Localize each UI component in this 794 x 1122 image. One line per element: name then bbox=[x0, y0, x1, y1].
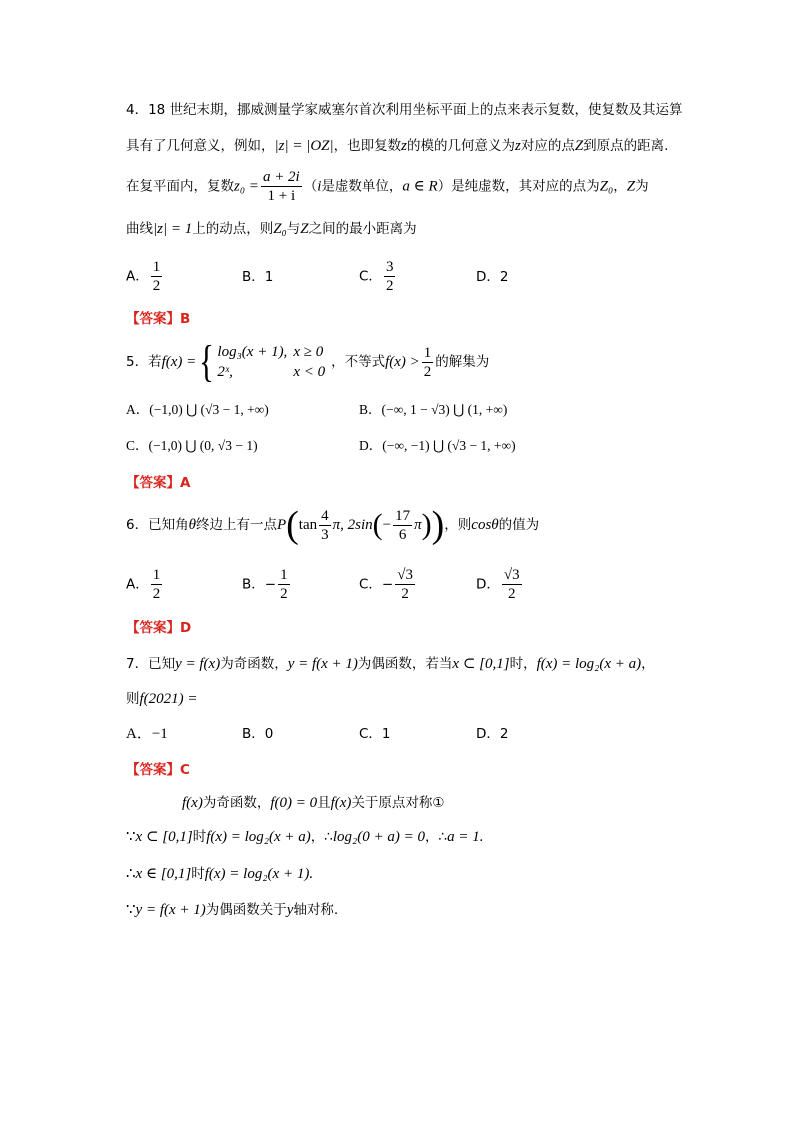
q7-answer bbox=[126, 760, 190, 780]
q6-opt-d-num: √3 bbox=[503, 567, 520, 583]
q4-opt-b: B．1 bbox=[242, 269, 274, 285]
q6-opt-b-label: B．− bbox=[242, 576, 277, 593]
q6-cos: cosθ bbox=[471, 517, 499, 533]
q4-text-2e: 到原点的距离. bbox=[583, 138, 669, 154]
q4-Z0-b: Z₀ bbox=[273, 221, 287, 237]
q4-answer-text: 【答案】B bbox=[126, 311, 191, 327]
q7-l1f: x ⊂ [0,1] bbox=[452, 656, 510, 672]
q5-stem bbox=[126, 337, 490, 386]
q7-s4d: y bbox=[286, 902, 294, 918]
q7-line1 bbox=[126, 654, 655, 674]
q5-opt-a: A．(−1,0) ⋃ (√3 − 1, +∞) bbox=[126, 402, 269, 417]
q5-den: 2 bbox=[423, 363, 432, 380]
q6-opt-d-frac bbox=[502, 566, 522, 603]
q6-opt-b-num: 1 bbox=[280, 567, 288, 583]
q4-line4 bbox=[126, 219, 417, 239]
q4-opt-c-den: 2 bbox=[385, 278, 394, 294]
q7-l1g: 时， bbox=[509, 656, 537, 672]
q6-opt-a-num: 1 bbox=[152, 567, 161, 583]
q4-Z0: Z₀ bbox=[599, 178, 614, 195]
q4-Z-c: Z bbox=[300, 221, 309, 237]
q4-Z: Z bbox=[574, 138, 584, 154]
q5-fx: f(x) = bbox=[161, 354, 197, 370]
q4-option-d bbox=[476, 267, 508, 287]
q7-solution-3 bbox=[126, 864, 313, 884]
q4-answer bbox=[126, 309, 190, 329]
q4-opt-a-den: 2 bbox=[152, 278, 161, 294]
q5-mid: ，不等式 bbox=[331, 354, 386, 370]
q6-opt-d-den: 2 bbox=[508, 586, 516, 602]
q7-l2a: 则 bbox=[126, 691, 140, 707]
q7-s4b: y = f(x + 1) bbox=[135, 902, 206, 918]
q7-l1i: ， bbox=[641, 656, 655, 672]
q5-opt-b: B．(−∞, 1 − √3) ⋃ (1, +∞) bbox=[359, 402, 508, 417]
q6-suffix2: 的值为 bbox=[498, 517, 540, 533]
q4-frac-num: a + 2i bbox=[262, 169, 300, 185]
q5-opt-d: D．(−∞, −1) ⋃ (√3 − 1, +∞) bbox=[359, 438, 516, 453]
q7-s1b: 为奇函数， bbox=[202, 795, 271, 811]
q5-suffix: 的解集为 bbox=[435, 354, 490, 370]
q7-s2g: ，∴ bbox=[425, 829, 448, 845]
q4-text-2b: ，也即复数 bbox=[333, 138, 402, 154]
q4-option-b bbox=[242, 267, 273, 287]
q7-s2a: ∵ bbox=[126, 829, 136, 845]
q6-pi1: π, 2sin bbox=[332, 517, 373, 533]
q6-tan: tan bbox=[298, 517, 318, 533]
q4-Z-b: Z bbox=[626, 178, 636, 195]
q6-rparen: ) bbox=[431, 504, 445, 546]
q7-l2b: f(2021) = bbox=[139, 691, 198, 707]
q6-answer-text: 【答案】D bbox=[126, 620, 192, 636]
q7-s1d: 且 bbox=[317, 795, 331, 811]
q5-opt-c: C．(−1,0) ⋃ (0, √3 − 1) bbox=[126, 438, 258, 453]
q7-opt-a: A．−1 bbox=[126, 726, 168, 742]
q5-case1: log₃(x + 1), bbox=[217, 344, 288, 360]
q7-answer-text: 【答案】C bbox=[126, 762, 190, 778]
q4-i: i bbox=[317, 178, 322, 195]
q6-answer bbox=[126, 618, 191, 638]
q7-line2 bbox=[126, 689, 198, 709]
q7-s2e: ，∴ bbox=[310, 829, 333, 845]
q7-s3a: ∴ bbox=[126, 866, 136, 882]
q5-cond2: x < 0 bbox=[293, 364, 326, 380]
q7-s3d: f(x) = log₂(x + 1). bbox=[204, 866, 314, 882]
q6-option-a bbox=[126, 566, 164, 603]
q4-text-4d: 与 bbox=[286, 221, 301, 237]
q7-s2b: x ⊂ [0,1] bbox=[135, 829, 193, 845]
q4-line2 bbox=[126, 136, 668, 156]
q6-prefix: 6．已知角 bbox=[126, 517, 189, 533]
q6-opt-a-frac bbox=[151, 566, 163, 603]
q6-den2: 6 bbox=[398, 526, 407, 543]
q7-option-c bbox=[359, 724, 391, 744]
q4-text-3a: 在复平面内，复数 bbox=[126, 178, 234, 195]
q4-a-in-R: a ∈ R bbox=[402, 178, 438, 195]
q5-option-b bbox=[359, 400, 507, 420]
q5-case2: 2ˣ, bbox=[217, 364, 233, 380]
q5-ineq: f(x) > bbox=[385, 354, 420, 370]
q7-l1h: f(x) = log₂(x + a) bbox=[536, 656, 642, 672]
q4-z: z bbox=[401, 138, 407, 154]
q6-rparen2: ) bbox=[421, 508, 432, 541]
q6-lparen2: ( bbox=[372, 508, 383, 541]
q4-text-3k: 为 bbox=[635, 178, 649, 195]
q4-text-2a: 具有了几何意义，例如， bbox=[126, 138, 275, 154]
q4-opt-c-frac bbox=[384, 258, 396, 295]
q6-mid: 终边上有一点 bbox=[195, 517, 277, 533]
q4-option-c bbox=[359, 258, 397, 295]
q4-modulus-eq: |z| = |OZ| bbox=[274, 138, 334, 154]
q6-opt-b-den: 2 bbox=[280, 586, 288, 602]
q5-prefix: 5．若 bbox=[126, 354, 162, 370]
q6-num1: 4 bbox=[321, 507, 329, 524]
q7-s3b: x ∈ [0,1] bbox=[135, 866, 192, 882]
q7-s4e: 轴对称. bbox=[293, 902, 339, 918]
q6-frac2 bbox=[393, 507, 412, 544]
q6-num2: 17 bbox=[395, 507, 411, 524]
q4-opt-c-num: 3 bbox=[385, 259, 394, 275]
q4-text-3g: ， bbox=[613, 178, 627, 195]
q7-option-a bbox=[126, 724, 168, 744]
q6-option-d bbox=[476, 566, 524, 603]
q6-frac1 bbox=[319, 507, 331, 544]
q7-l1a: 7．已知 bbox=[126, 656, 176, 672]
q5-cond1: x ≥ 0 bbox=[293, 344, 324, 360]
q5-num: 1 bbox=[423, 344, 432, 361]
q4-opt-a-num: 1 bbox=[152, 259, 161, 275]
q4-text-1: 4．18 世纪末期，挪威测量学家威塞尔首次利用坐标平面上的点来表示复数，使复数及其运算 bbox=[126, 102, 683, 118]
q6-minus: − bbox=[382, 517, 392, 533]
q6-opt-a-den: 2 bbox=[152, 586, 161, 602]
q7-solution-2 bbox=[126, 827, 483, 847]
q6-opt-d-label: D． bbox=[476, 576, 500, 593]
q4-z2: z bbox=[514, 138, 521, 154]
q4-text-4f: 之间的最小距离为 bbox=[308, 221, 417, 237]
q4-fraction bbox=[261, 168, 302, 205]
q6-opt-b-frac bbox=[278, 566, 290, 603]
q6-option-c bbox=[359, 566, 417, 603]
q6-option-b bbox=[242, 566, 292, 603]
q6-pi2: π bbox=[414, 517, 422, 533]
q5-answer bbox=[126, 473, 190, 493]
q4-text-4a: 曲线 bbox=[126, 221, 153, 237]
q7-solution-4 bbox=[126, 900, 338, 920]
q7-opt-b: B．0 bbox=[242, 726, 274, 742]
q7-l1b: y = f(x) bbox=[175, 656, 221, 672]
q6-opt-c-label: C．− bbox=[359, 576, 394, 593]
q4-z0: z₀ = bbox=[234, 178, 259, 195]
q6-suffix1: ，则 bbox=[444, 517, 472, 533]
q7-s4a: ∵ bbox=[126, 902, 136, 918]
q4-opt-a-label: A． bbox=[126, 268, 149, 285]
q5-answer-text: 【答案】A bbox=[126, 475, 191, 491]
q7-s3c: 时 bbox=[191, 866, 205, 882]
q4-text-2c: 的模的几何意义为 bbox=[406, 138, 515, 154]
q7-option-d bbox=[476, 724, 508, 744]
q7-l1c: 为奇函数， bbox=[220, 656, 288, 672]
q7-s1f: 关于原点对称① bbox=[351, 795, 445, 811]
q7-s2d: f(x) = log₂(x + a) bbox=[206, 829, 311, 845]
q5-frac bbox=[422, 344, 434, 381]
q5-brace: { bbox=[199, 337, 215, 386]
q6-opt-c-frac bbox=[395, 566, 415, 603]
q4-curve: |z| = 1 bbox=[153, 221, 193, 237]
q7-opt-d: D．2 bbox=[476, 726, 509, 742]
q5-option-a bbox=[126, 400, 269, 420]
q6-theta: θ bbox=[188, 517, 196, 533]
q4-frac-den: 1 + i bbox=[267, 188, 296, 204]
q7-s4c: 为偶函数关于 bbox=[205, 902, 287, 918]
q4-opt-c-label: C． bbox=[359, 268, 382, 285]
q4-text-2d: 对应的点 bbox=[520, 138, 575, 154]
q6-opt-a-label: A． bbox=[126, 576, 149, 593]
q7-s2h: a = 1. bbox=[447, 829, 484, 845]
q6-opt-c-num: √3 bbox=[397, 567, 413, 583]
q7-option-b bbox=[242, 724, 273, 744]
q7-l1d: y = f(x + 1) bbox=[287, 656, 358, 672]
q5-option-d bbox=[359, 436, 516, 456]
q6-P: P bbox=[276, 517, 287, 533]
q5-cases bbox=[217, 342, 331, 382]
q7-l1e: 为偶函数，若当 bbox=[357, 656, 453, 672]
q5-option-c bbox=[126, 436, 258, 456]
q6-lparen: ( bbox=[286, 504, 299, 546]
q7-s1a: f(x) bbox=[182, 795, 203, 811]
q7-s1e: f(x) bbox=[330, 795, 352, 811]
q7-s1c: f(0) = 0 bbox=[270, 795, 318, 811]
q4-option-a bbox=[126, 258, 164, 295]
q4-text-3b: （ bbox=[303, 178, 318, 195]
q4-text-3c: 是虚数单位， bbox=[321, 178, 403, 195]
q4-opt-a-frac bbox=[151, 258, 163, 295]
q7-opt-c: C．1 bbox=[359, 726, 391, 742]
q4-text-3e: ）是纯虚数，其对应的点为 bbox=[437, 178, 600, 195]
q7-s2c: 时 bbox=[192, 829, 207, 845]
q7-s2f: log₂(0 + a) = 0 bbox=[332, 829, 426, 845]
q4-opt-d: D．2 bbox=[476, 269, 509, 285]
q4-text-4b: 上的动点，则 bbox=[192, 221, 274, 237]
q6-opt-c-den: 2 bbox=[401, 586, 409, 602]
q4-line1 bbox=[126, 100, 683, 120]
q4-line3 bbox=[126, 168, 649, 205]
q7-solution-1 bbox=[182, 793, 445, 813]
q6-den1: 3 bbox=[321, 526, 329, 543]
q6-stem bbox=[126, 505, 539, 545]
